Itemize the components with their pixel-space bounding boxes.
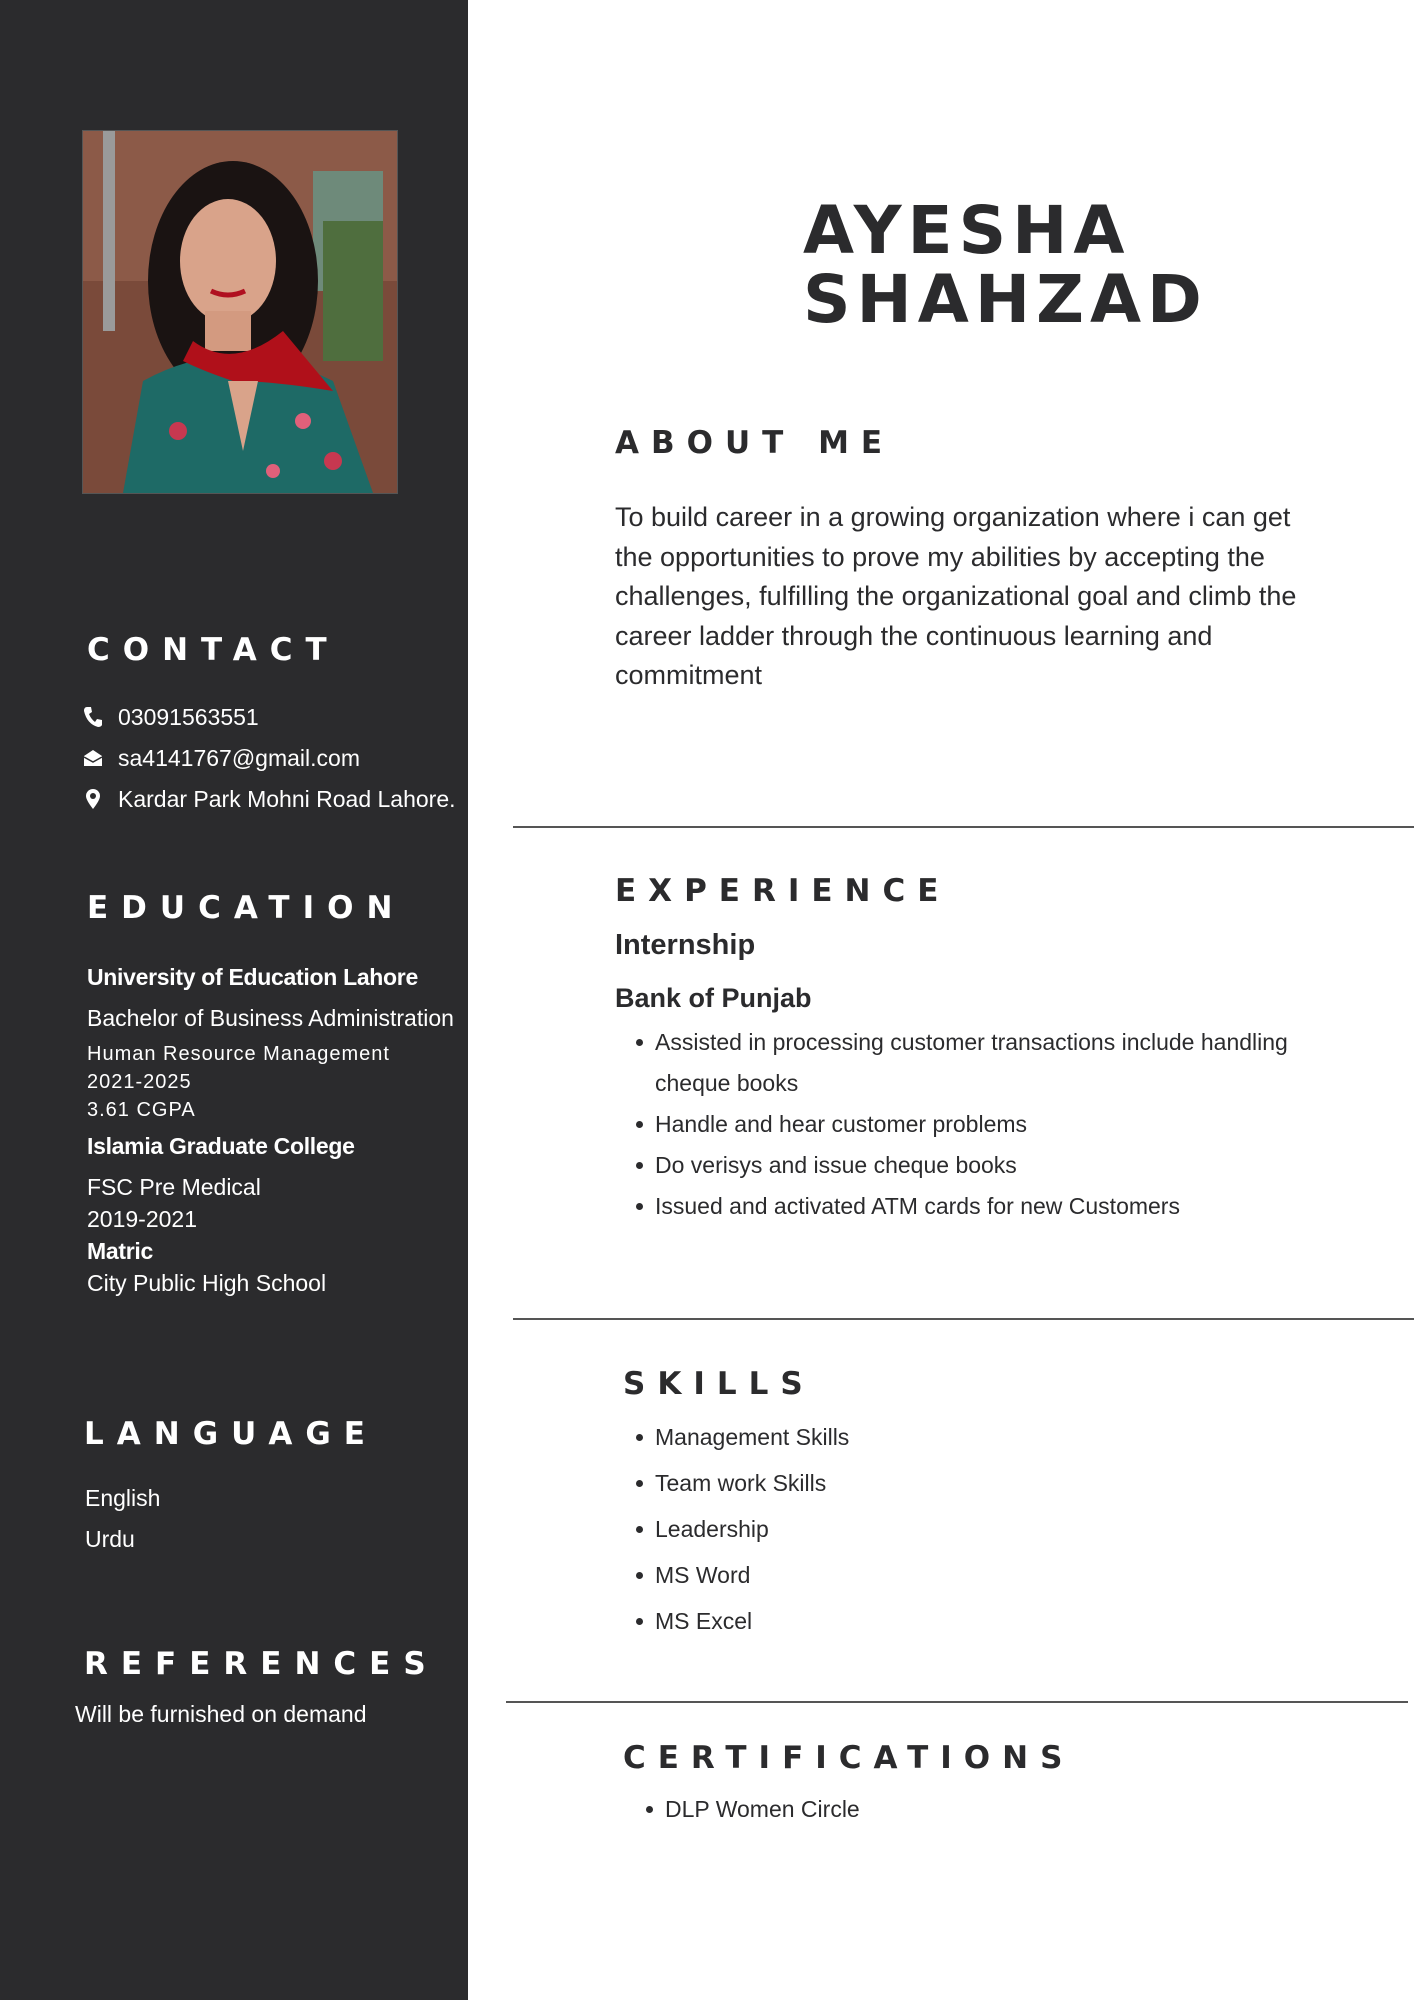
education-college: Islamia Graduate College (87, 1133, 355, 1159)
list-item: Do verisys and issue cheque books (615, 1145, 1335, 1186)
education-university: University of Education Lahore (87, 964, 418, 990)
skills-list (615, 1414, 849, 1644)
contact-address (82, 784, 456, 814)
experience-list (615, 1022, 1335, 1227)
certifications-heading: CERTIFICATIONS (623, 1740, 1075, 1776)
references-heading: REFERENCES (84, 1646, 439, 1682)
education-degree: Bachelor of Business Administration (87, 1005, 454, 1031)
language-item: Urdu (85, 1526, 135, 1552)
education-matric: Matric (87, 1238, 153, 1264)
about-text: To build career in a growing organization where i can get the opportunities to prove my abilities by accepting the challenges, fulfilling the organizational goal and climb the career ladder through the continuous learning and commitment (615, 502, 1297, 690)
education-heading: EDUCATION (87, 890, 406, 926)
education-school: City Public High School (87, 1270, 327, 1296)
education-college-years: 2019-2021 (87, 1206, 197, 1232)
contact-email-text[interactable]: sa4141767@gmail.com (118, 744, 360, 771)
phone-icon (82, 705, 104, 729)
language-heading: LANGUAGE (84, 1416, 378, 1452)
location-pin-icon (82, 787, 104, 811)
list-item: Handle and hear customer problems (615, 1104, 1335, 1145)
contact-heading: CONTACT (87, 632, 340, 668)
education-cgpa: 3.61 CGPA (87, 1099, 196, 1121)
contact-phone (82, 702, 259, 732)
list-item: Issued and activated ATM cards for new Customers (615, 1186, 1335, 1227)
experience-role: Internship (615, 929, 756, 961)
divider (513, 1318, 1414, 1320)
list-item: MS Excel (615, 1598, 849, 1644)
profile-photo-image (83, 131, 397, 493)
sidebar (0, 0, 468, 2000)
profile-photo (82, 130, 398, 494)
divider (513, 826, 1414, 828)
education-college-program: FSC Pre Medical (87, 1174, 261, 1200)
experience-heading: EXPERIENCE (615, 873, 951, 909)
experience-company: Bank of Punjab (615, 983, 812, 1013)
name-last: SHAHZAD (803, 261, 1208, 338)
name-first: AYESHA (803, 192, 1131, 269)
education-major: Human Resource Management (87, 1043, 390, 1065)
list-item: MS Word (615, 1552, 849, 1598)
certifications-list (625, 1789, 860, 1829)
divider (506, 1701, 1408, 1703)
skills-heading: SKILLS (623, 1366, 815, 1402)
contact-address-text: Kardar Park Mohni Road Lahore. (118, 785, 456, 812)
list-item: Assisted in processing customer transactions include handling cheque books (615, 1022, 1335, 1104)
mail-icon (82, 746, 104, 770)
education-years: 2021-2025 (87, 1071, 192, 1093)
about-heading: ABOUT ME (615, 425, 895, 461)
list-item: Team work Skills (615, 1460, 849, 1506)
contact-email (82, 743, 360, 773)
references-text: Will be furnished on demand (75, 1701, 367, 1727)
list-item: DLP Women Circle (625, 1789, 860, 1829)
list-item: Leadership (615, 1506, 849, 1552)
list-item: Management Skills (615, 1414, 849, 1460)
contact-phone-text[interactable]: 03091563551 (118, 703, 259, 730)
language-item: English (85, 1485, 161, 1511)
